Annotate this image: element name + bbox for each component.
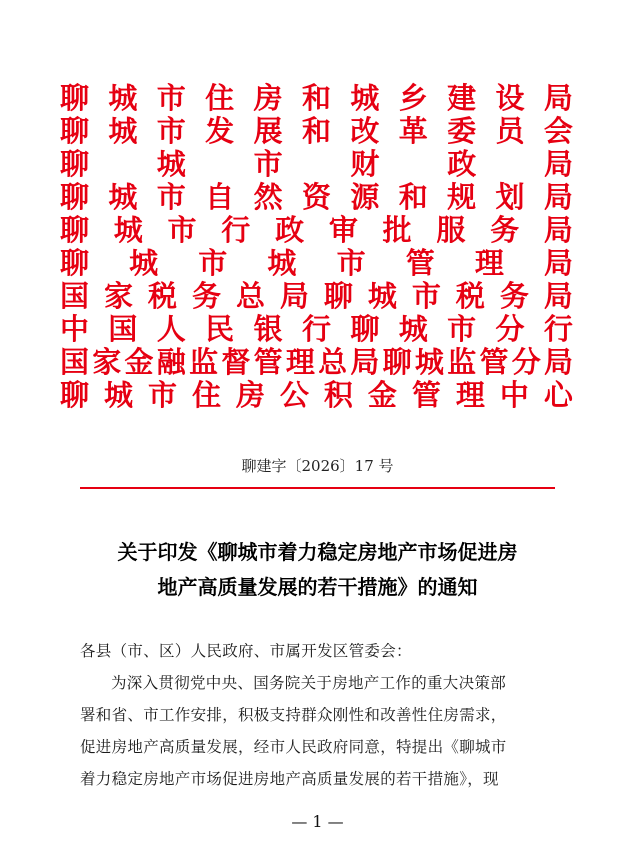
body-line: 着力稳定房地产市场促进房地产高质量发展的若干措施》，现 [80, 770, 499, 788]
notice-title [0, 535, 635, 605]
issuer-line: 聊 城 市 住 房 公 积 金 管 理 中 心 [60, 378, 573, 412]
issuer-line: 聊 城 市 行 政 审 批 服 务 局 [60, 213, 573, 247]
title-line: 地产高质量发展的若干措施》的通知 [157, 575, 478, 599]
issuer-line: 聊 城 市 住 房 和 城 乡 建 设 局 [60, 81, 573, 115]
document-number: 聊建字〔2026〕17 号 [241, 457, 394, 475]
body-line: 署和省、市工作安排，积极支持群众刚性和改善性住房需求， [80, 706, 507, 724]
salutation: 各县（市、区）人民政府、市属开发区管委会： [80, 642, 412, 660]
page-number: — 1 — [291, 812, 344, 831]
body-line: 促进房地产高质量发展，经市人民政府同意，特提出《聊城市 [80, 738, 507, 756]
body-line: 为深入贯彻党中央、国务院关于房地产工作的重大决策部 [111, 674, 507, 692]
issuer-line: 聊 城 市 发 展 和 改 革 委 员 会 [60, 114, 573, 148]
issuer-line: 聊 城 市 财 政 局 [60, 147, 573, 181]
title-line: 关于印发《聊城市着力稳定房地产市场促进房 [117, 540, 518, 564]
issuer-line: 国 家 金 融 监 督 管 理 总 局 聊 城 监 管 分 局 [60, 345, 573, 379]
issuer-line: 中 国 人 民 银 行 聊 城 市 分 行 [60, 312, 573, 346]
issuer-line: 聊 城 市 自 然 资 源 和 规 划 局 [60, 180, 573, 214]
red-divider-line [80, 487, 555, 489]
issuing-authorities [60, 82, 573, 412]
issuer-line: 国 家 税 务 总 局 聊 城 市 税 务 局 [60, 279, 573, 313]
notice-body [80, 635, 560, 795]
issuer-line: 聊 城 市 城 市 管 理 局 [60, 246, 573, 280]
